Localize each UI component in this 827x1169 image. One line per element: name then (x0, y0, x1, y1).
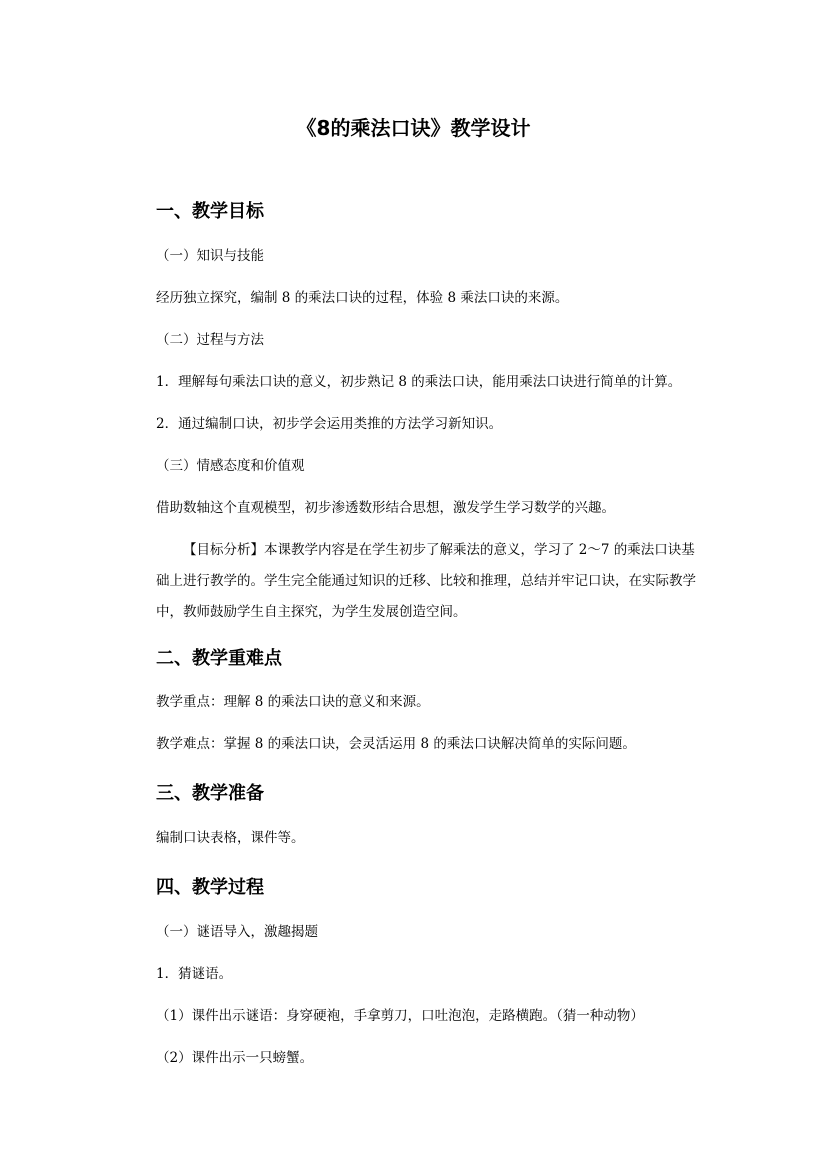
list-item-crab-show: （2）课件出示一只螃蟹。 (156, 1050, 314, 1066)
list-item-riddle-show: （1）课件出示谜语：身穿硬袍，手拿剪刀，口吐泡泡，走路横跑。（猜一种动物） (156, 1008, 644, 1024)
paragraph-emotion-values: 借助数轴这个直观模型，初步渗透数形结合思想，激发学生学习数学的兴趣。 (156, 500, 615, 516)
section-heading-preparation: 三、教学准备 (156, 783, 264, 804)
subheading-process-method: （二）过程与方法 (156, 332, 264, 348)
document-title: 《8的乘法口诀》教学设计 (296, 116, 531, 140)
paragraph-key-point: 教学重点：理解 8 的乘法口诀的意义和来源。 (156, 694, 430, 710)
paragraph-knowledge-skills: 经历独立探究，编制 8 的乘法口诀的过程，体验 8 乘法口诀的来源。 (156, 290, 569, 306)
section-heading-teaching-process: 四、教学过程 (156, 877, 264, 898)
list-item-guess-riddle: 1．猜谜语。 (156, 966, 233, 982)
list-item-process-1: 1．理解每句乘法口诀的意义，初步熟记 8 的乘法口诀，能用乘法口诀进行简单的计算。 (156, 374, 682, 390)
paragraph-preparation: 编制口诀表格，课件等。 (156, 830, 305, 846)
section-heading-key-difficult-points: 二、教学重难点 (156, 648, 282, 669)
subheading-emotion-values: （三）情感态度和价值观 (156, 458, 305, 474)
paragraph-difficult-point: 教学难点：掌握 8 的乘法口诀，会灵活运用 8 的乘法口诀解决简单的实际问题。 (156, 736, 636, 752)
paragraph-goal-analysis: 【目标分析】本课教学内容是在学生初步了解乘法的意义，学习了 2～7 的乘法口诀基础上进行教学的。学生完全能通过知识的迁移、比较和推理，总结并牢记口诀，在实际教学中，教师鼓励学生自主探究，为学生发展创造空间。 (156, 542, 696, 620)
section-heading-teaching-goals: 一、教学目标 (156, 201, 264, 222)
list-item-process-2: 2．通过编制口诀，初步学会运用类推的方法学习新知识。 (156, 416, 503, 432)
subheading-knowledge-skills: （一）知识与技能 (156, 248, 264, 264)
subheading-riddle-intro: （一）谜语导入，激趣揭题 (156, 924, 318, 940)
